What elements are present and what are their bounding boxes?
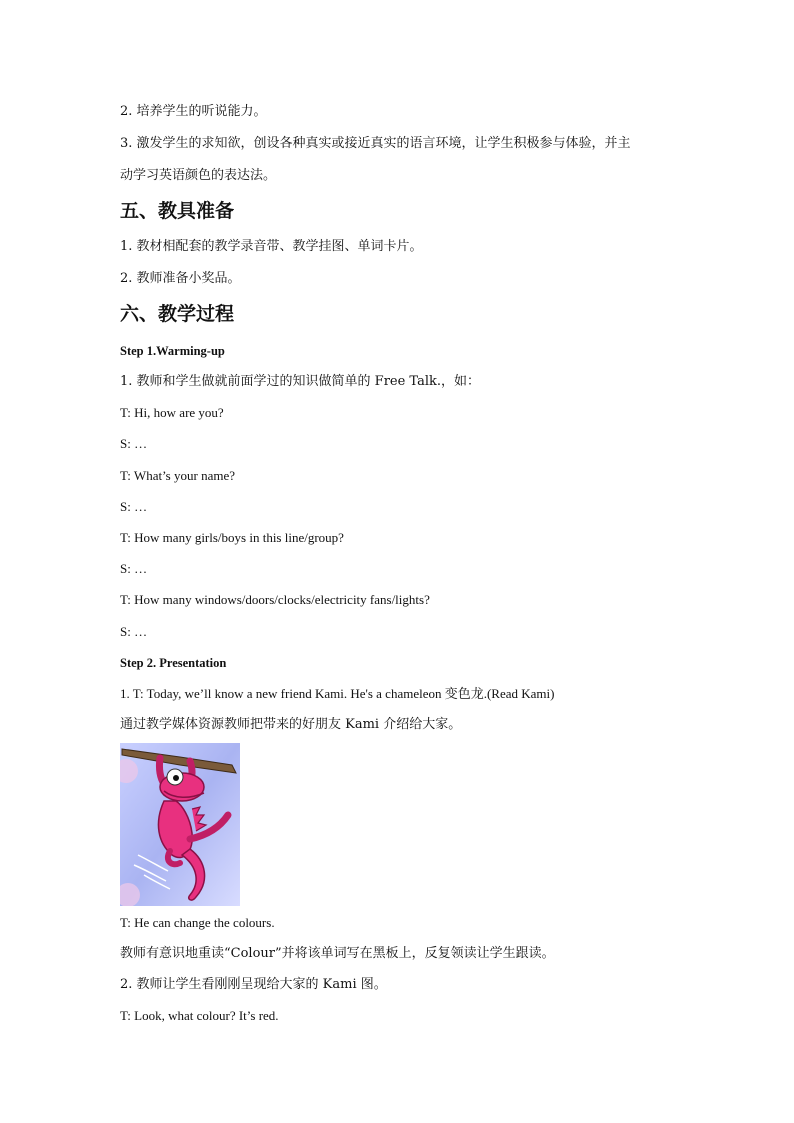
section5-heading: 五、教具准备	[120, 200, 235, 222]
step1-title: Step 1.Warming-up	[120, 344, 225, 358]
section6-heading: 六、教学过程	[120, 303, 235, 325]
step2-title: Step 2. Presentation	[120, 656, 227, 670]
dialog-line: S: …	[120, 624, 148, 639]
objective-item-2: 2. 培养学生的听说能力。	[120, 104, 267, 119]
step2-line-3: T: He can change the colours.	[120, 915, 275, 930]
step2-line-1: 1. T: Today, we’ll know a new friend Kami. He's a chameleon 变色龙.(Read Kami)	[120, 686, 555, 701]
step2-line-2: 通过教学媒体资源教师把带来的好朋友 Kami 介绍给大家。	[120, 717, 462, 732]
step2-line-4: 教师有意识地重读“Colour”并将该单词写在黑板上，反复领读让学生跟读。	[120, 946, 555, 961]
objective-item-3-line1: 3. 激发学生的求知欲，创设各种真实或接近真实的语言环境，让学生积极参与体验，并主	[120, 136, 631, 151]
dialog-line: T: How many windows/doors/clocks/electricity fans/lights?	[120, 592, 430, 607]
dialog-line: T: What’s your name?	[120, 468, 235, 483]
objective-item-3-line2: 动学习英语颜色的表达法。	[120, 168, 277, 183]
dialog-line: T: How many girls/boys in this line/group?	[120, 530, 344, 545]
dialog-line: S: …	[120, 499, 148, 514]
dialog-line: T: Hi, how are you?	[120, 405, 224, 420]
step2-line-6: T: Look, what colour? It’s red.	[120, 1008, 279, 1023]
step1-intro: 1. 教师和学生做就前面学过的知识做简单的 Free Talk.，如：	[120, 374, 481, 389]
kami-chameleon-image	[120, 743, 240, 906]
dialog-line: S: …	[120, 561, 148, 576]
section5-item-1: 1. 教材相配套的教学录音带、教学挂图、单词卡片。	[120, 239, 423, 254]
dialog-line: S: …	[120, 436, 148, 451]
section5-item-2: 2. 教师准备小奖品。	[120, 271, 241, 286]
step2-line-5: 2. 教师让学生看刚刚呈现给大家的 Kami 图。	[120, 977, 387, 992]
kami-illustration	[120, 743, 240, 906]
